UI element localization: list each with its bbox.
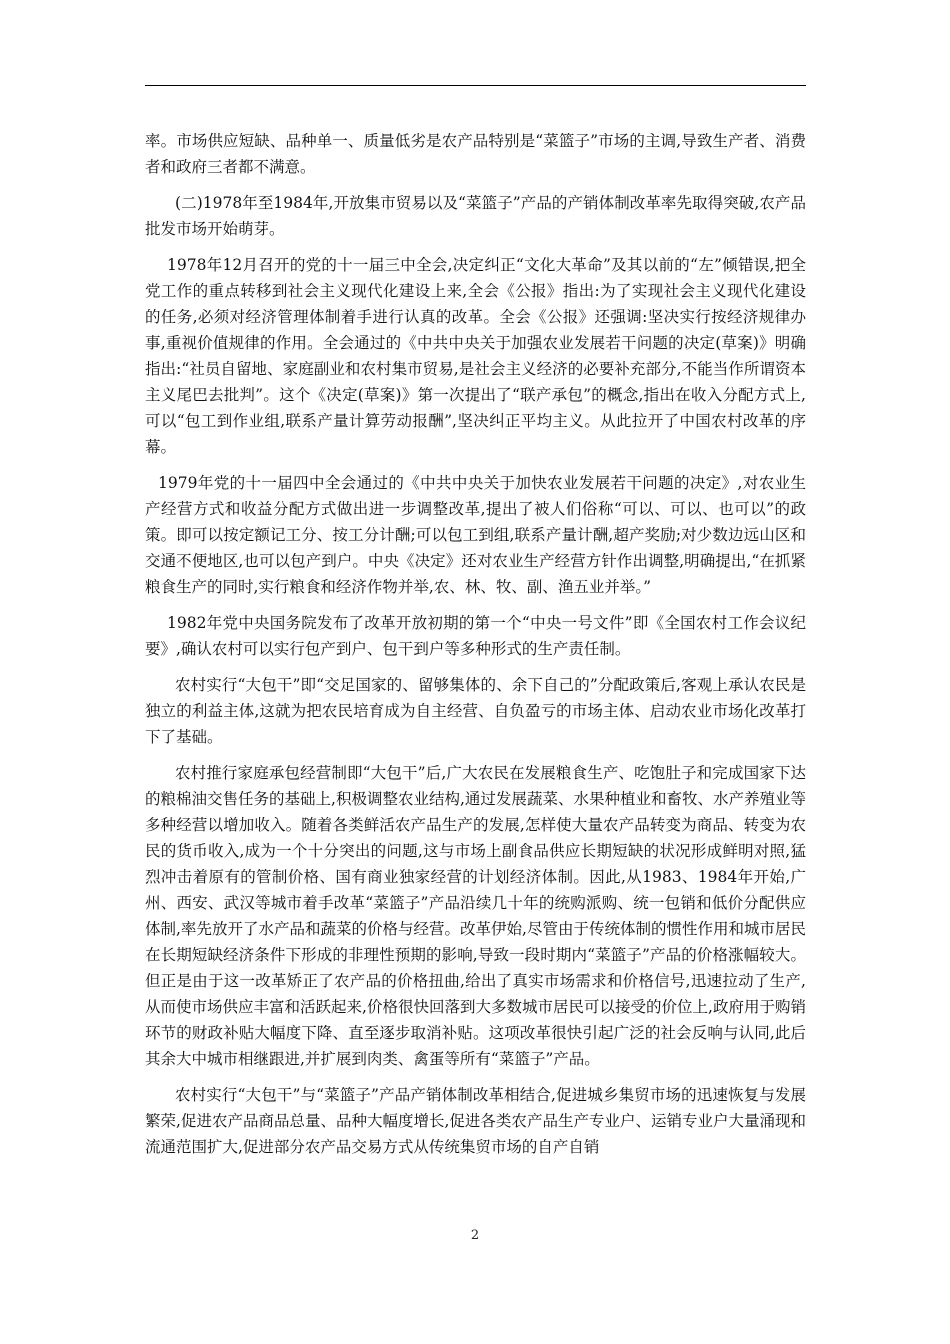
page-number: 2 xyxy=(470,1228,480,1243)
paragraph: 1979年党的十一届四中全会通过的《中共中央关于加快农业发展若干问题的决定》,对农业生产经营方式和收益分配方式做出进一步调整改革,提出了被人们俗称“可以、可以、也可以”的政策。即可以按定额记工分、按工分计酬;可以包工到组,联系产量计酬,超产奖励;对少数边远山区和交通不便地区,也可以包产到户。中央《决定》还对农业生产经营方针作出调整,明确提出,“在抓紧粮食生产的同时,实行粮食和经济作物并举,农、林、牧、副、渔五业并举。” xyxy=(145,474,806,596)
paragraph: 农村推行家庭承包经营制即“大包干”后,广大农民在发展粮食生产、吃饱肚子和完成国家下达的粮棉油交售任务的基础上,积极调整农业结构,通过发展蔬菜、水果种植业和畜牧、水产养殖业等多种经营以增加收入。随着各类鲜活农产品生产的发展,怎样使大量农产品转变为商品、转变为农民的货币收入,成为一个十分突出的问题,这与市场上副食品供应长期短缺的状况形成鲜明对照,猛烈冲击着原有的管制价格、国有商业独家经营的计划经济体制。因此,从1983、1984年开始,广州、西安、武汉等城市着手改革“菜篮子”产品沿续几十年的统购派购、统一包销和低价分配供应体制,率先放开了水产品和蔬菜的价格与经营。改革伊始,尽管由于传统体制的惯性作用和城市居民在长期短缺经济条件下形成的非理性预期的影响,导致一段时期内“菜篮子”产品的价格涨幅较大。但正是由于这一改革矫正了农产品的价格扭曲,给出了真实市场需求和价格信号,迅速拉动了生产,从而使市场供应丰富和活跃起来,价格很快回落到大多数城市居民可以接受的价位上,政府用于购销环节的财政补贴大幅度下降、直至逐步取消补贴。这项改革很快引起广泛的社会反响与认同,此后其余大中城市相继跟进,并扩展到肉类、禽蛋等所有“菜篮子”产品。 xyxy=(145,764,806,1068)
paragraph: 农村实行“大包干”与“菜篮子”产品产销体制改革相结合,促进城乡集贸市场的迅速恢复与发展繁荣,促进农产品商品总量、品种大幅度增长,促进各类农产品生产专业户、运销专业户大量涌现和流通范围扩大,促进部分农产品交易方式从传统集贸市场的自产自销 xyxy=(145,1086,806,1156)
section-heading-paragraph: (二)1978年至1984年,开放集市贸易以及“菜篮子”产品的产销体制改革率先取得突破,农产品批发市场开始萌芽。 xyxy=(145,194,806,238)
body-text xyxy=(145,128,806,1170)
paragraph: 1978年12月召开的党的十一届三中全会,决定纠正“文化大革命”及其以前的“左”倾错误,把全党工作的重点转移到社会主义现代化建设上来,全会《公报》指出:为了实现社会主义现代化建设的任务,必须对经济管理体制着手进行认真的改革。全会《公报》还强调:坚决实行按经济规律办事,重视价值规律的作用。全会通过的《中共中央关于加强农业发展若干问题的决定(草案)》明确指出:“社员自留地、家庭副业和农村集市贸易,是社会主义经济的必要补充部分,不能当作所谓资本主义尾巴去批判”。这个《决定(草案)》第一次提出了“联产承包”的概念,指出在收入分配方式上,可以“包工到作业组,联系产量计算劳动报酬”,坚决纠正平均主义。从此拉开了中国农村改革的序幕。 xyxy=(145,256,806,456)
paragraph: 农村实行“大包干”即“交足国家的、留够集体的、余下自己的”分配政策后,客观上承认农民是独立的利益主体,这就为把农民培育成为自主经营、自负盈亏的市场主体、启动农业市场化改革打下了基础。 xyxy=(145,676,806,746)
paragraph: 1982年党中央国务院发布了改革开放初期的第一个“中央一号文件”即《全国农村工作会议纪要》,确认农村可以实行包产到户、包干到户等多种形式的生产责任制。 xyxy=(145,614,806,658)
header-rule xyxy=(145,85,806,86)
paragraph: 率。市场供应短缺、品种单一、质量低劣是农产品特别是“菜篮子”市场的主调,导致生产者、消费者和政府三者都不满意。 xyxy=(145,132,806,176)
